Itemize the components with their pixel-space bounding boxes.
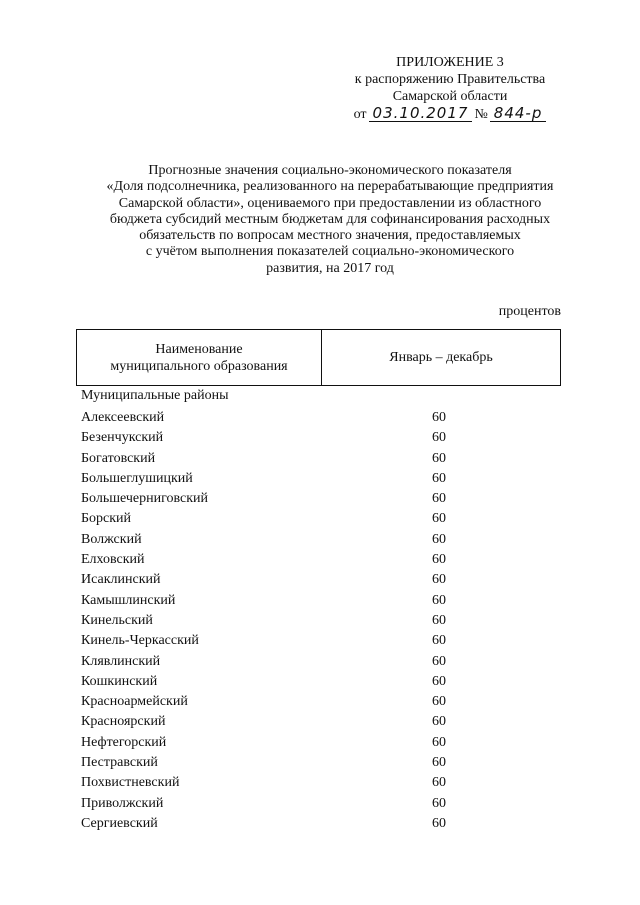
title-line: развития, на 2017 год (266, 260, 394, 276)
indicator-value: 60 (432, 755, 446, 771)
appendix-block (330, 54, 570, 123)
indicator-value: 60 (432, 815, 446, 831)
municipality-name: Кинель-Черкасский (81, 633, 199, 649)
municipality-name: Приволжский (81, 795, 164, 811)
header-col1-line1: Наименование (155, 341, 243, 357)
table-row (81, 530, 561, 550)
appendix-region: Самарской области (392, 89, 508, 104)
indicator-value: 60 (432, 470, 446, 486)
municipality-name: Исаклинский (81, 572, 161, 588)
indicator-value: 60 (432, 572, 446, 588)
municipality-name: Кинельский (81, 612, 153, 628)
table-row (81, 449, 561, 469)
indicator-value: 60 (432, 694, 446, 710)
indicator-value: 60 (432, 633, 446, 649)
municipality-name: Большечерниговский (81, 491, 209, 507)
indicator-value: 60 (432, 653, 446, 669)
header-municipality (77, 330, 322, 385)
municipality-name: Сергиевский (81, 815, 158, 831)
indicator-value: 60 (432, 491, 446, 507)
table-row (81, 469, 561, 489)
table-row (81, 652, 561, 672)
table-row (81, 712, 561, 732)
table-header (76, 329, 561, 386)
title-line: с учётом выполнения показателей социально-экономического (145, 244, 515, 260)
municipality-name: Богатовский (81, 450, 156, 466)
table-row (81, 489, 561, 509)
order-date: 03.10.2017 (369, 105, 473, 122)
indicator-value: 60 (432, 714, 446, 730)
appendix-title: ПРИЛОЖЕНИЕ 3 (396, 55, 504, 70)
municipality-name: Пестравский (81, 755, 158, 771)
indicator-value: 60 (432, 673, 446, 689)
indicator-value: 60 (432, 450, 446, 466)
indicator-value: 60 (432, 775, 446, 791)
table-row (81, 692, 561, 712)
municipality-name: Кошкинский (81, 673, 158, 689)
table-row (81, 611, 561, 631)
municipality-name: Камышлинский (81, 592, 176, 608)
number-sign: № (474, 107, 488, 122)
order-date-number (330, 105, 570, 123)
municipality-name: Клявлинский (81, 653, 161, 669)
title-line: обязательств по вопросам местного значения, предоставляемых (139, 228, 521, 244)
municipality-name: Безенчукский (81, 430, 164, 446)
header-col1-line2: муниципального образования (110, 358, 288, 374)
municipality-name: Похвистневский (81, 775, 180, 791)
municipality-name: Большеглушицкий (81, 470, 193, 486)
table-row (81, 753, 561, 773)
indicator-value: 60 (432, 511, 446, 527)
table-row (81, 591, 561, 611)
units-label: процентов (498, 304, 561, 319)
municipality-name: Елховский (81, 552, 145, 568)
municipality-name: Алексеевский (81, 410, 165, 425)
table-row (81, 428, 561, 448)
table-row (81, 773, 561, 793)
indicator-value: 60 (432, 430, 446, 446)
title-line: «Доля подсолнечника, реализованного на перерабатывающие предприятия (106, 179, 554, 195)
indicator-value: 60 (432, 531, 446, 547)
title-line: бюджета субсидий местным бюджетам для софинансирования расходных (109, 211, 551, 227)
municipality-name: Нефтегорский (81, 734, 167, 750)
municipality-name: Волжский (81, 531, 142, 547)
table-row (81, 814, 561, 834)
municipality-name: Борский (81, 511, 132, 527)
document-title (100, 163, 560, 277)
indicator-value: 60 (432, 734, 446, 750)
table-row (81, 509, 561, 529)
indicator-value: 60 (432, 612, 446, 628)
table-row (81, 408, 561, 428)
table-row (81, 794, 561, 814)
indicator-value: 60 (432, 410, 446, 425)
table-row (81, 550, 561, 570)
from-prefix: от (353, 107, 367, 122)
indicator-value: 60 (432, 552, 446, 568)
table-row (81, 570, 561, 590)
municipality-name: Красноармейский (81, 694, 188, 710)
group-label: Муниципальные районы (81, 388, 229, 403)
table-row (81, 733, 561, 753)
table-body (81, 408, 561, 834)
indicator-value: 60 (432, 795, 446, 811)
header-period: Январь – декабрь (389, 350, 493, 365)
table-row (81, 631, 561, 651)
order-number: 844-р (490, 105, 547, 122)
municipality-name: Красноярский (81, 714, 166, 730)
indicator-value: 60 (432, 592, 446, 608)
title-line: Самарской области», оцениваемого при предоставлении из областного (118, 195, 542, 211)
table-row (81, 672, 561, 692)
appendix-order-ref: к распоряжению Правительства (354, 72, 546, 87)
title-line: Прогнозные значения социально-экономического показателя (148, 163, 512, 178)
